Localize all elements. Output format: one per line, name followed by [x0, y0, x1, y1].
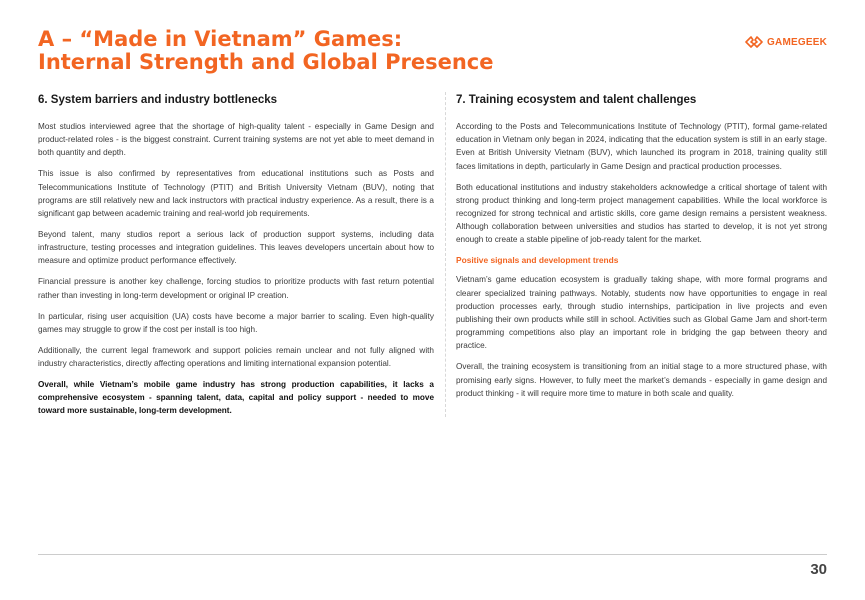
- paragraph: Overall, the training ecosystem is transitioning from an initial stage to a more structured phase, with promising early signs. However, to fully meet the market’s demands - especially in game design and product thinking - it will require more time to mature in both scale and quality.: [456, 362, 827, 398]
- paragraph: Most studios interviewed agree that the shortage of high-quality talent - especially in Game Design and product-related roles - is the biggest constraint. Current training systems are not yet able to meet demand in both quantity and depth.: [38, 122, 434, 158]
- section-6-heading: 6. System barriers and industry bottlenecks: [38, 94, 278, 106]
- footer-divider: [38, 554, 827, 555]
- paragraph: According to the Posts and Telecommunications Institute of Technology (PTIT), formal game-related education in Vietnam only began in 2024, indicating that the education system is still in an early stage. Even at British University Vietnam (BUV), which launched its program in 2018, training quality still faces limitations in depth, particularly in Game Design and practical production processes.: [456, 122, 827, 171]
- section-7-heading: 7. Training ecosystem and talent challenges: [456, 94, 697, 106]
- paragraph: Additionally, the current legal framework and support policies remain unclear and not fully aligned with industry characteristics, directly affecting operations and limiting international expansion potential.: [38, 345, 434, 369]
- paragraph: Vietnam’s game education ecosystem is gradually taking shape, with more formal programs and clearer specialized training pathways. Notably, students now have opportunities to engage in real production processes early, through studio internships, participation in live projects and even publishing their own products while still in school. Activities such as Global Game Jam and short-term programming competitions also play an important role in bridging the gap between theory and practice.: [456, 275, 827, 351]
- conclusion-paragraph: Overall, while Vietnam’s mobile game industry has strong production capabilities, it lacks a comprehensive ecosystem - spanning talent, data, capital and policy support - needed to move toward more sustainable, long-term development.: [38, 380, 434, 416]
- page-number: 30: [810, 561, 827, 578]
- page-title: [38, 28, 494, 74]
- right-column: [456, 93, 827, 408]
- paragraph: In particular, rising user acquisition (UA) costs have become a major barrier to scaling. Even high-quality games may struggle to grow if the cost per install is too high.: [38, 311, 434, 334]
- gamegeek-logo-icon: [745, 36, 763, 48]
- title-line-1: A – “Made in Vietnam” Games:: [38, 27, 403, 51]
- paragraph: Beyond talent, many studios report a serious lack of production support systems, including data infrastructure, testing processes and integration guidelines. This leaves developers uncertain about how to measure and optimize product performance effectively.: [38, 230, 434, 266]
- column-divider: [445, 92, 446, 417]
- paragraph: Financial pressure is another key challenge, forcing studios to prioritize products with fast return potential rather than investing in long-term development or original IP creation.: [38, 277, 434, 300]
- left-column: [38, 93, 434, 425]
- positive-signals-subheading: Positive signals and development trends: [456, 255, 619, 266]
- paragraph: This issue is also confirmed by representatives from educational institutions such as Posts and Telecommunications Institute of Technology (PTIT) and British University Vietnam (BUV), noting that programs are still relatively new and lack instructors with practical industry experience. As a result, there is a significant gap between academic training and real-world job requirements.: [38, 169, 434, 219]
- gamegeek-logo: [745, 36, 827, 48]
- logo-text: GAMEGEEK: [767, 36, 827, 48]
- paragraph: Both educational institutions and industry stakeholders acknowledge a critical shortage of talent with strong product thinking and long-term project management capabilities. While the local workforce is recognized for strong technical and artistic skills, core game design remains a persistent weakness. Although collaboration between universities and studios has started to develop, it is not yet strong enough to create a stable pipeline of job-ready talent for the market.: [456, 182, 827, 245]
- title-line-2: Internal Strength and Global Presence: [38, 50, 494, 74]
